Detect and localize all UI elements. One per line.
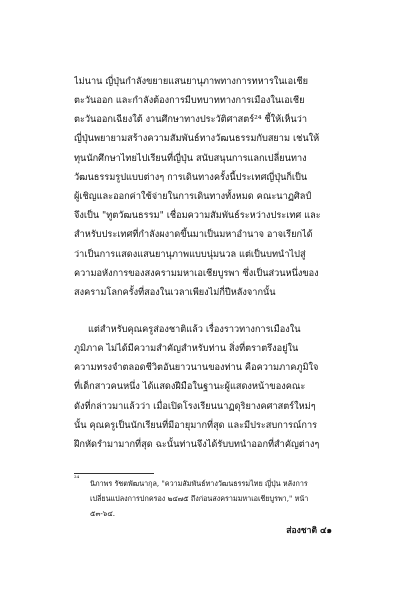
footnote-divider [74,473,154,474]
body-line: จึงเป็น "ทูตวัฒนธรรม" เชื่อมความสัมพันธ์ระหว่างประเทศ และ [74,210,321,221]
body-line: ตะวันออก และกำลังต้องการมีบทบาททางการเมืองในเอเชีย [74,95,305,106]
body-line: สงครามโลกครั้งที่สองในเวลาเพียงไม่กี่ปีหลังจากนั้น [74,287,276,298]
body-line: ญี่ปุ่นพยายามสร้างความสัมพันธ์ทางวัฒนธรรมกับสยาม เช่นให้ [74,133,320,144]
body-line: ภูมิภาค ไม่ได้มีความสำคัญสำหรับท่าน สิ่งที่ตราตรึงอยู่ใน [74,343,299,354]
body-line: ความอหังการของสงครามมหาเอเชียบูรพา ซึ่งเป็นส่วนหนึ่งของ [74,268,319,279]
body-line: ที่เด็กสาวคนหนึ่ง ได้แสดงฝีมือในฐานะผู้แสดงหน้าของคณะ [74,381,306,392]
footnote-line: เปลี่ยนแปลงการปกครอง ๒๔๗๕ ถึงก่อนสงครามมหาเอเชียบูรพา," หน้า [90,494,309,503]
footnote-line: ๕๓-๖๔. [90,509,116,518]
body-line: ดังที่กล่าวมาแล้วว่า เมื่อเปิดโรงเรียนนาฏดุริยางคศาสตร์ใหม่ๆ [74,401,316,412]
page-folio: ส่องชาติ ๔๑ [286,526,332,536]
body-line: ความทรงจำตลอดชีวิตอันยาวนานของท่าน คือความภาคภูมิใจ [74,362,319,373]
footnote-line: นิภาพร รัชตพัฒนากุล, "ความสัมพันธ์ทางวัฒนธรรมไทย ญี่ปุ่น หลังการ [90,479,308,488]
body-line: นั้น คุณครูเป็นนักเรียนที่มีอายุมากที่สุด และมีประสบการณ์การ [74,420,318,431]
body-line: ตะวันออกเฉียงใต้ งานศึกษาทางประวัติศาสตร์²⁴ ชี้ให้เห็นว่า [74,114,308,125]
footnote-marker: ²⁴ [74,474,80,482]
body-line: สำหรับประเทศที่กำลังผงาดขึ้นมาเป็นมหาอำนาจ อาจเรียกได้ [74,229,313,240]
body-line: ฝึกหัดรำมามากที่สุด ฉะนั้นท่านจึงได้รับบทนำออกที่สำคัญต่างๆ [74,439,320,450]
body-line: วัฒนธรรมรูปแบบต่างๆ การเดินทางครั้งนี้ประเทศญี่ปุ่นก็เป็น [74,172,308,183]
body-line: ผู้เชิญและออกค่าใช้จ่ายในการเดินทางทั้งหมด คณะนาฏศิลป์ [74,191,312,202]
body-line: ว่าเป็นการแสดงแสนยานุภาพแบบนุ่มนวล แต่เป็นบทนำไปสู่ [74,249,306,260]
body-line-indented: แต่สำหรับคุณครูส่องชาติแล้ว เรื่องราวทางการเมืองใน [88,324,301,335]
body-line: ไม่นาน ญี่ปุ่นกำลังขยายแสนยานุภาพทางการทหารในเอเชีย [74,76,308,87]
body-line: ทุนนักศึกษาไทยไปเรียนที่ญี่ปุ่น สนับสนุนการแลกเปลี่ยนทาง [74,153,307,164]
